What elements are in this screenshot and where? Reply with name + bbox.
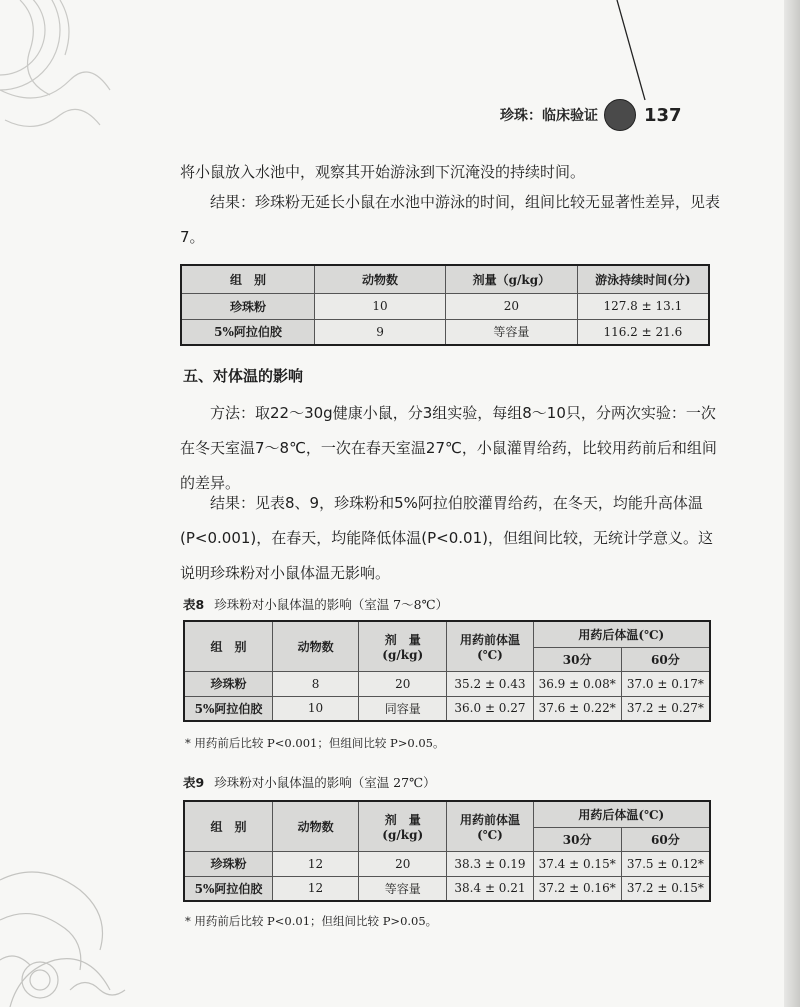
table-9-header-dose-unit: (g/kg) [382,827,424,842]
table-cell: 8 [273,671,359,696]
running-title: 珍珠：临床验证 [500,108,598,124]
header-circle-icon [604,99,636,131]
page-binding-edge [784,0,800,1007]
table-cell: 38.3 ± 0.19 [447,851,533,876]
table-8-header-pre [447,621,533,671]
table-cell: 36.0 ± 0.27 [447,696,533,721]
table-9-header-post: 用药后体温(℃) [533,801,710,827]
table-row [181,319,709,345]
table-cell: 37.2 ± 0.27* [621,696,710,721]
table-9-header-dose-label: 剂 量 [384,812,421,827]
table-8-footnote: * 用药前后比较 P<0.001；但组间比较 P>0.05。 [185,736,445,750]
table-8-header-dose-label: 剂 量 [384,632,421,647]
table-cell: 同容量 [359,696,447,721]
table-row [184,851,710,876]
table-cell: 10 [315,293,446,319]
table-7-header-dose: 剂量（g/kg） [446,265,578,293]
table-9-title: 珍珠粉对小鼠体温的影响（室温 27℃） [214,775,436,790]
table-9-header-pre [447,801,533,851]
table-9-header-dose [359,801,447,851]
table-9-header-n: 动物数 [273,801,359,851]
table-row [184,876,710,901]
table-9-header-30: 30分 [533,827,621,851]
table-8-header-pre-label: 用药前体温 [459,632,520,647]
table-8-header-post: 用药后体温(℃) [533,621,710,647]
table-8-title: 珍珠粉对小鼠体温的影响（室温 7～8℃） [214,597,449,612]
table-cell: 116.2 ± 21.6 [577,319,709,345]
table-7-header-value: 游泳持续时间(分) [577,265,709,293]
table-7-header-group: 组 别 [181,265,315,293]
table-8-header-pre-unit: (℃) [477,647,503,662]
table-9-caption [183,773,436,791]
table-cell: 10 [273,696,359,721]
table-9-header-pre-unit: (℃) [477,827,503,842]
paragraph-1: 将小鼠放入水池中，观察其开始游泳到下沉淹没的持续时间。 [180,163,586,181]
paragraph-2: 结果：珍珠粉无延长小鼠在水池中游泳的时间，组间比较无显著性差异，见表7。 [180,193,721,246]
paragraph-3: 方法：取22～30g健康小鼠，分3组实验，每组8～10只，分两次实验：一次在冬天室温7～8℃，一次在春天室温27℃，小鼠灌胃给药，比较用药前后和组间的差异。 [180,404,717,492]
table-9-header-60: 60分 [621,827,710,851]
table-cell: 珍珠粉 [184,851,273,876]
table-cell: 12 [273,851,359,876]
table-8-caption [183,595,448,613]
table-row [181,293,709,319]
table-9-footnote: * 用药前后比较 P<0.01；但组间比较 P>0.05。 [185,914,438,928]
table-cell: 37.2 ± 0.16* [533,876,621,901]
table-cell: 20 [446,293,578,319]
table-cell: 37.6 ± 0.22* [533,696,621,721]
table-cell: 20 [359,851,447,876]
table-cell: 12 [273,876,359,901]
table-8-header-60: 60分 [621,647,710,671]
table-cell: 珍珠粉 [181,293,315,319]
table-cell: 20 [359,671,447,696]
table-9-label: 表9 [183,775,205,790]
table-8-header-n: 动物数 [273,621,359,671]
table-cell: 9 [315,319,446,345]
table-cell: 37.4 ± 0.15* [533,851,621,876]
table-cell: 等容量 [446,319,578,345]
table-8-header-dose-unit: (g/kg) [382,647,424,662]
table-8-header-dose [359,621,447,671]
table-cell: 37.5 ± 0.12* [621,851,710,876]
table-cell: 36.9 ± 0.08* [533,671,621,696]
table-row [184,671,710,696]
table-cell: 37.2 ± 0.15* [621,876,710,901]
table-cell: 38.4 ± 0.21 [447,876,533,901]
table-8-header-group: 组 别 [184,621,273,671]
section-heading: 五、对体温的影响 [183,367,304,385]
table-8 [183,620,711,722]
table-9-header-pre-label: 用药前体温 [459,812,520,827]
table-7-header-n: 动物数 [315,265,446,293]
table-cell: 37.0 ± 0.17* [621,671,710,696]
decorative-pattern-icon [0,840,130,1007]
table-8-header-30: 30分 [533,647,621,671]
table-9 [183,800,711,902]
table-cell: 5%阿拉伯胶 [184,876,273,901]
page-number: 137 [644,104,682,126]
paragraph-4: 结果：见表8、9，珍珠粉和5%阿拉伯胶灌胃给药，在冬天，均能升高体温(P<0.001)，在春天，均能降低体温(P<0.01)，但组间比较，无统计学意义。这说明珍珠粉对小鼠体温无影响。 [180,494,713,582]
table-cell: 35.2 ± 0.43 [447,671,533,696]
page-header [500,100,682,130]
table-cell: 127.8 ± 13.1 [577,293,709,319]
table-7 [180,264,710,346]
table-cell: 5%阿拉伯胶 [181,319,315,345]
table-row [184,696,710,721]
table-cell: 珍珠粉 [184,671,273,696]
table-cell: 等容量 [359,876,447,901]
table-cell: 5%阿拉伯胶 [184,696,273,721]
table-8-label: 表8 [183,597,205,612]
table-9-header-group: 组 别 [184,801,273,851]
